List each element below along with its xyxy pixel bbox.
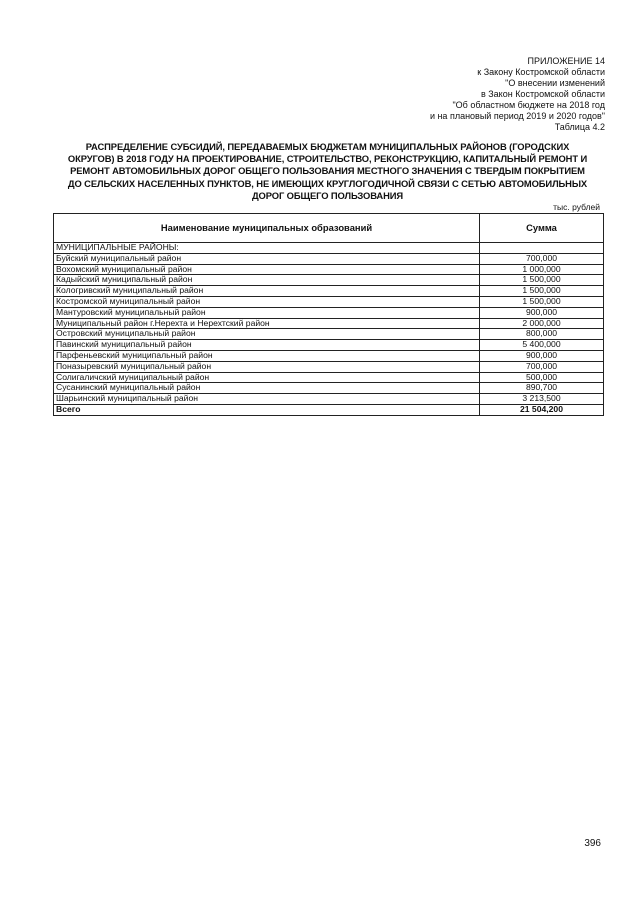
district-sum: 1 500,000 <box>480 275 604 286</box>
table-number: Таблица 4.2 <box>554 122 605 132</box>
table-row <box>54 383 604 394</box>
table-row <box>54 329 604 340</box>
section-sum <box>480 243 604 254</box>
district-name: Сусанинский муниципальный район <box>54 383 480 394</box>
district-sum: 900,000 <box>480 350 604 361</box>
district-name: Кологривский муниципальный район <box>54 286 480 297</box>
header-line: в Закон Костромской области <box>480 89 605 99</box>
document-title <box>50 141 605 202</box>
table-row <box>54 350 604 361</box>
district-name: Мантуровский муниципальный район <box>54 307 480 318</box>
table-row <box>54 394 604 405</box>
total-label: Всего <box>54 404 480 415</box>
header-line: "О внесении изменений <box>505 78 605 88</box>
header-line: ПРИЛОЖЕНИЕ 14 <box>527 56 605 66</box>
district-name: Парфеньевский муниципальный район <box>54 350 480 361</box>
unit-label: тыс. рублей <box>553 202 600 212</box>
district-name: Буйский муниципальный район <box>54 253 480 264</box>
table-row <box>54 264 604 275</box>
header-line: и на плановый период 2019 и 2020 годов" <box>429 111 605 121</box>
district-sum: 2 000,000 <box>480 318 604 329</box>
table-row <box>54 296 604 307</box>
table-row <box>54 340 604 351</box>
title-line: РАСПРЕДЕЛЕНИЕ СУБСИДИЙ, ПЕРЕДАВАЕМЫХ БЮДЖЕТАМ МУНИЦИПАЛЬНЫХ РАЙОНОВ (ГОРОДСКИХ <box>85 141 570 152</box>
district-name: Островский муниципальный район <box>54 329 480 340</box>
district-name: Кадыйский муниципальный район <box>54 275 480 286</box>
table-header-row <box>54 214 604 243</box>
district-sum: 700,000 <box>480 361 604 372</box>
column-header-name: Наименование муниципальных образований <box>54 214 480 243</box>
district-name: Поназыревский муниципальный район <box>54 361 480 372</box>
title-line: ОКРУГОВ) В 2018 ГОДУ НА ПРОЕКТИРОВАНИЕ, СТРОИТЕЛЬСТВО, РЕКОНСТРУКЦИЮ, КАПИТАЛЬНЫЙ РЕМОНТ И <box>67 153 588 165</box>
district-sum: 890,700 <box>480 383 604 394</box>
table-row <box>54 361 604 372</box>
title-line: ДОРОГ ОБЩЕГО ПОЛЬЗОВАНИЯ <box>251 189 404 201</box>
district-name: Вохомский муниципальный район <box>54 264 480 275</box>
table-row <box>54 253 604 264</box>
title-line: РЕМОНТ АВТОМОБИЛЬНЫХ ДОРОГ ОБЩЕГО ПОЛЬЗОВАНИЯ МЕСТНОГО ЗНАЧЕНИЯ С ТВЕРДЫМ ПОКРЫТИЕМ <box>70 165 585 177</box>
subsidy-table <box>53 213 604 416</box>
district-sum: 5 400,000 <box>480 340 604 351</box>
district-sum: 900,000 <box>480 307 604 318</box>
district-sum: 500,000 <box>480 372 604 383</box>
table-row <box>54 275 604 286</box>
column-header-sum: Сумма <box>480 214 604 243</box>
section-label: МУНИЦИПАЛЬНЫЕ РАЙОНЫ: <box>54 243 480 254</box>
district-sum: 1 500,000 <box>480 286 604 297</box>
appendix-header <box>345 56 605 133</box>
district-name: Павинский муниципальный район <box>54 340 480 351</box>
title-line: ДО СЕЛЬСКИХ НАСЕЛЕННЫХ ПУНКТОВ, НЕ ИМЕЮЩИХ КРУГЛОГОДИЧНОЙ СВЯЗИ С СЕТЬЮ АВТОМОБИЛЬНЫХ <box>67 177 588 189</box>
total-sum: 21 504,200 <box>480 404 604 415</box>
district-sum: 800,000 <box>480 329 604 340</box>
district-sum: 700,000 <box>480 253 604 264</box>
district-sum: 1 500,000 <box>480 296 604 307</box>
district-name: Костромской муниципальный район <box>54 296 480 307</box>
table-row <box>54 286 604 297</box>
table-row <box>54 318 604 329</box>
district-name: Муниципальный район г.Нерехта и Нерехтский район <box>54 318 480 329</box>
page-number: 396 <box>584 838 601 849</box>
district-name: Солигаличский муниципальный район <box>54 372 480 383</box>
district-name: Шарьинский муниципальный район <box>54 394 480 405</box>
section-row <box>54 243 604 254</box>
table-row <box>54 372 604 383</box>
header-line: "Об областном бюджете на 2018 год <box>452 100 605 110</box>
total-row <box>54 404 604 415</box>
district-sum: 1 000,000 <box>480 264 604 275</box>
header-line: к Закону Костромской области <box>477 67 605 77</box>
table-row <box>54 307 604 318</box>
district-sum: 3 213,500 <box>480 394 604 405</box>
